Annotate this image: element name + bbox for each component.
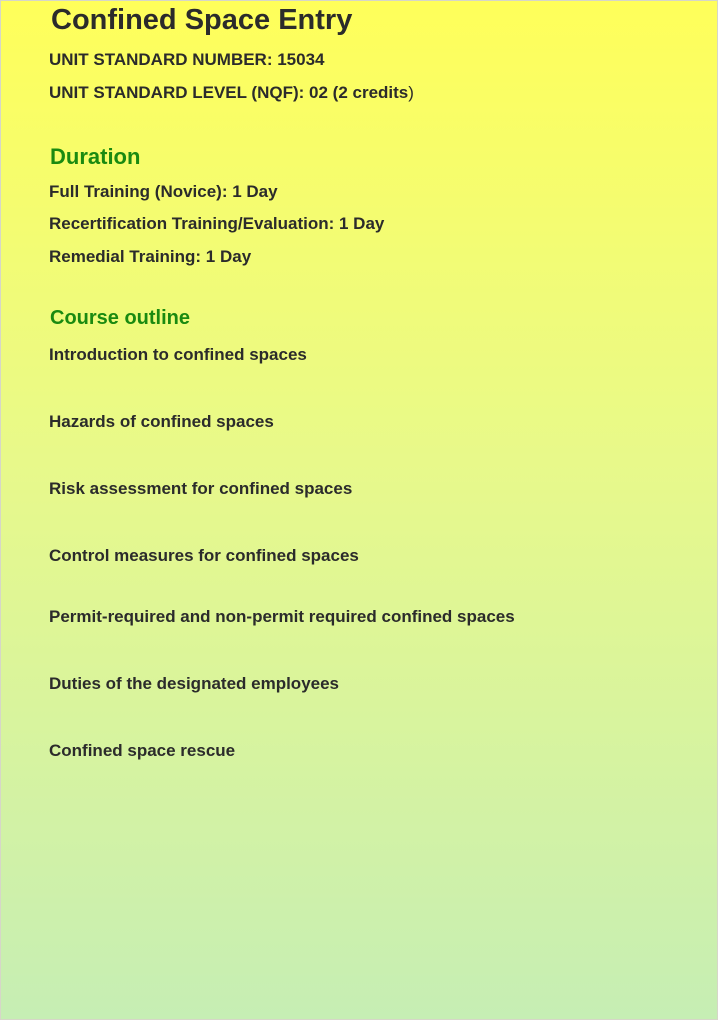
unit-standard-level	[49, 83, 414, 103]
duration-item: Full Training (Novice): 1 Day	[49, 182, 278, 201]
duration-heading: Duration	[50, 144, 141, 169]
unit-standard-level-close: )	[408, 83, 414, 102]
outline-item: Permit-required and non-permit required confined spaces	[49, 607, 515, 626]
outline-item: Control measures for confined spaces	[49, 546, 359, 565]
unit-standard-level-text: UNIT STANDARD LEVEL (NQF): 02 (2 credits	[49, 83, 409, 102]
outline-item: Hazards of confined spaces	[49, 412, 274, 431]
outline-item: Risk assessment for confined spaces	[49, 479, 353, 498]
duration-item: Recertification Training/Evaluation: 1 Day	[49, 214, 385, 233]
unit-standard-number: UNIT STANDARD NUMBER: 15034	[49, 50, 325, 69]
page-title: Confined Space Entry	[51, 4, 353, 36]
outline-item: Duties of the designated employees	[49, 674, 340, 693]
outline-item: Confined space rescue	[49, 741, 236, 760]
duration-item: Remedial Training: 1 Day	[49, 247, 252, 266]
course-outline-heading: Course outline	[50, 307, 191, 329]
outline-item: Introduction to confined spaces	[49, 345, 307, 364]
